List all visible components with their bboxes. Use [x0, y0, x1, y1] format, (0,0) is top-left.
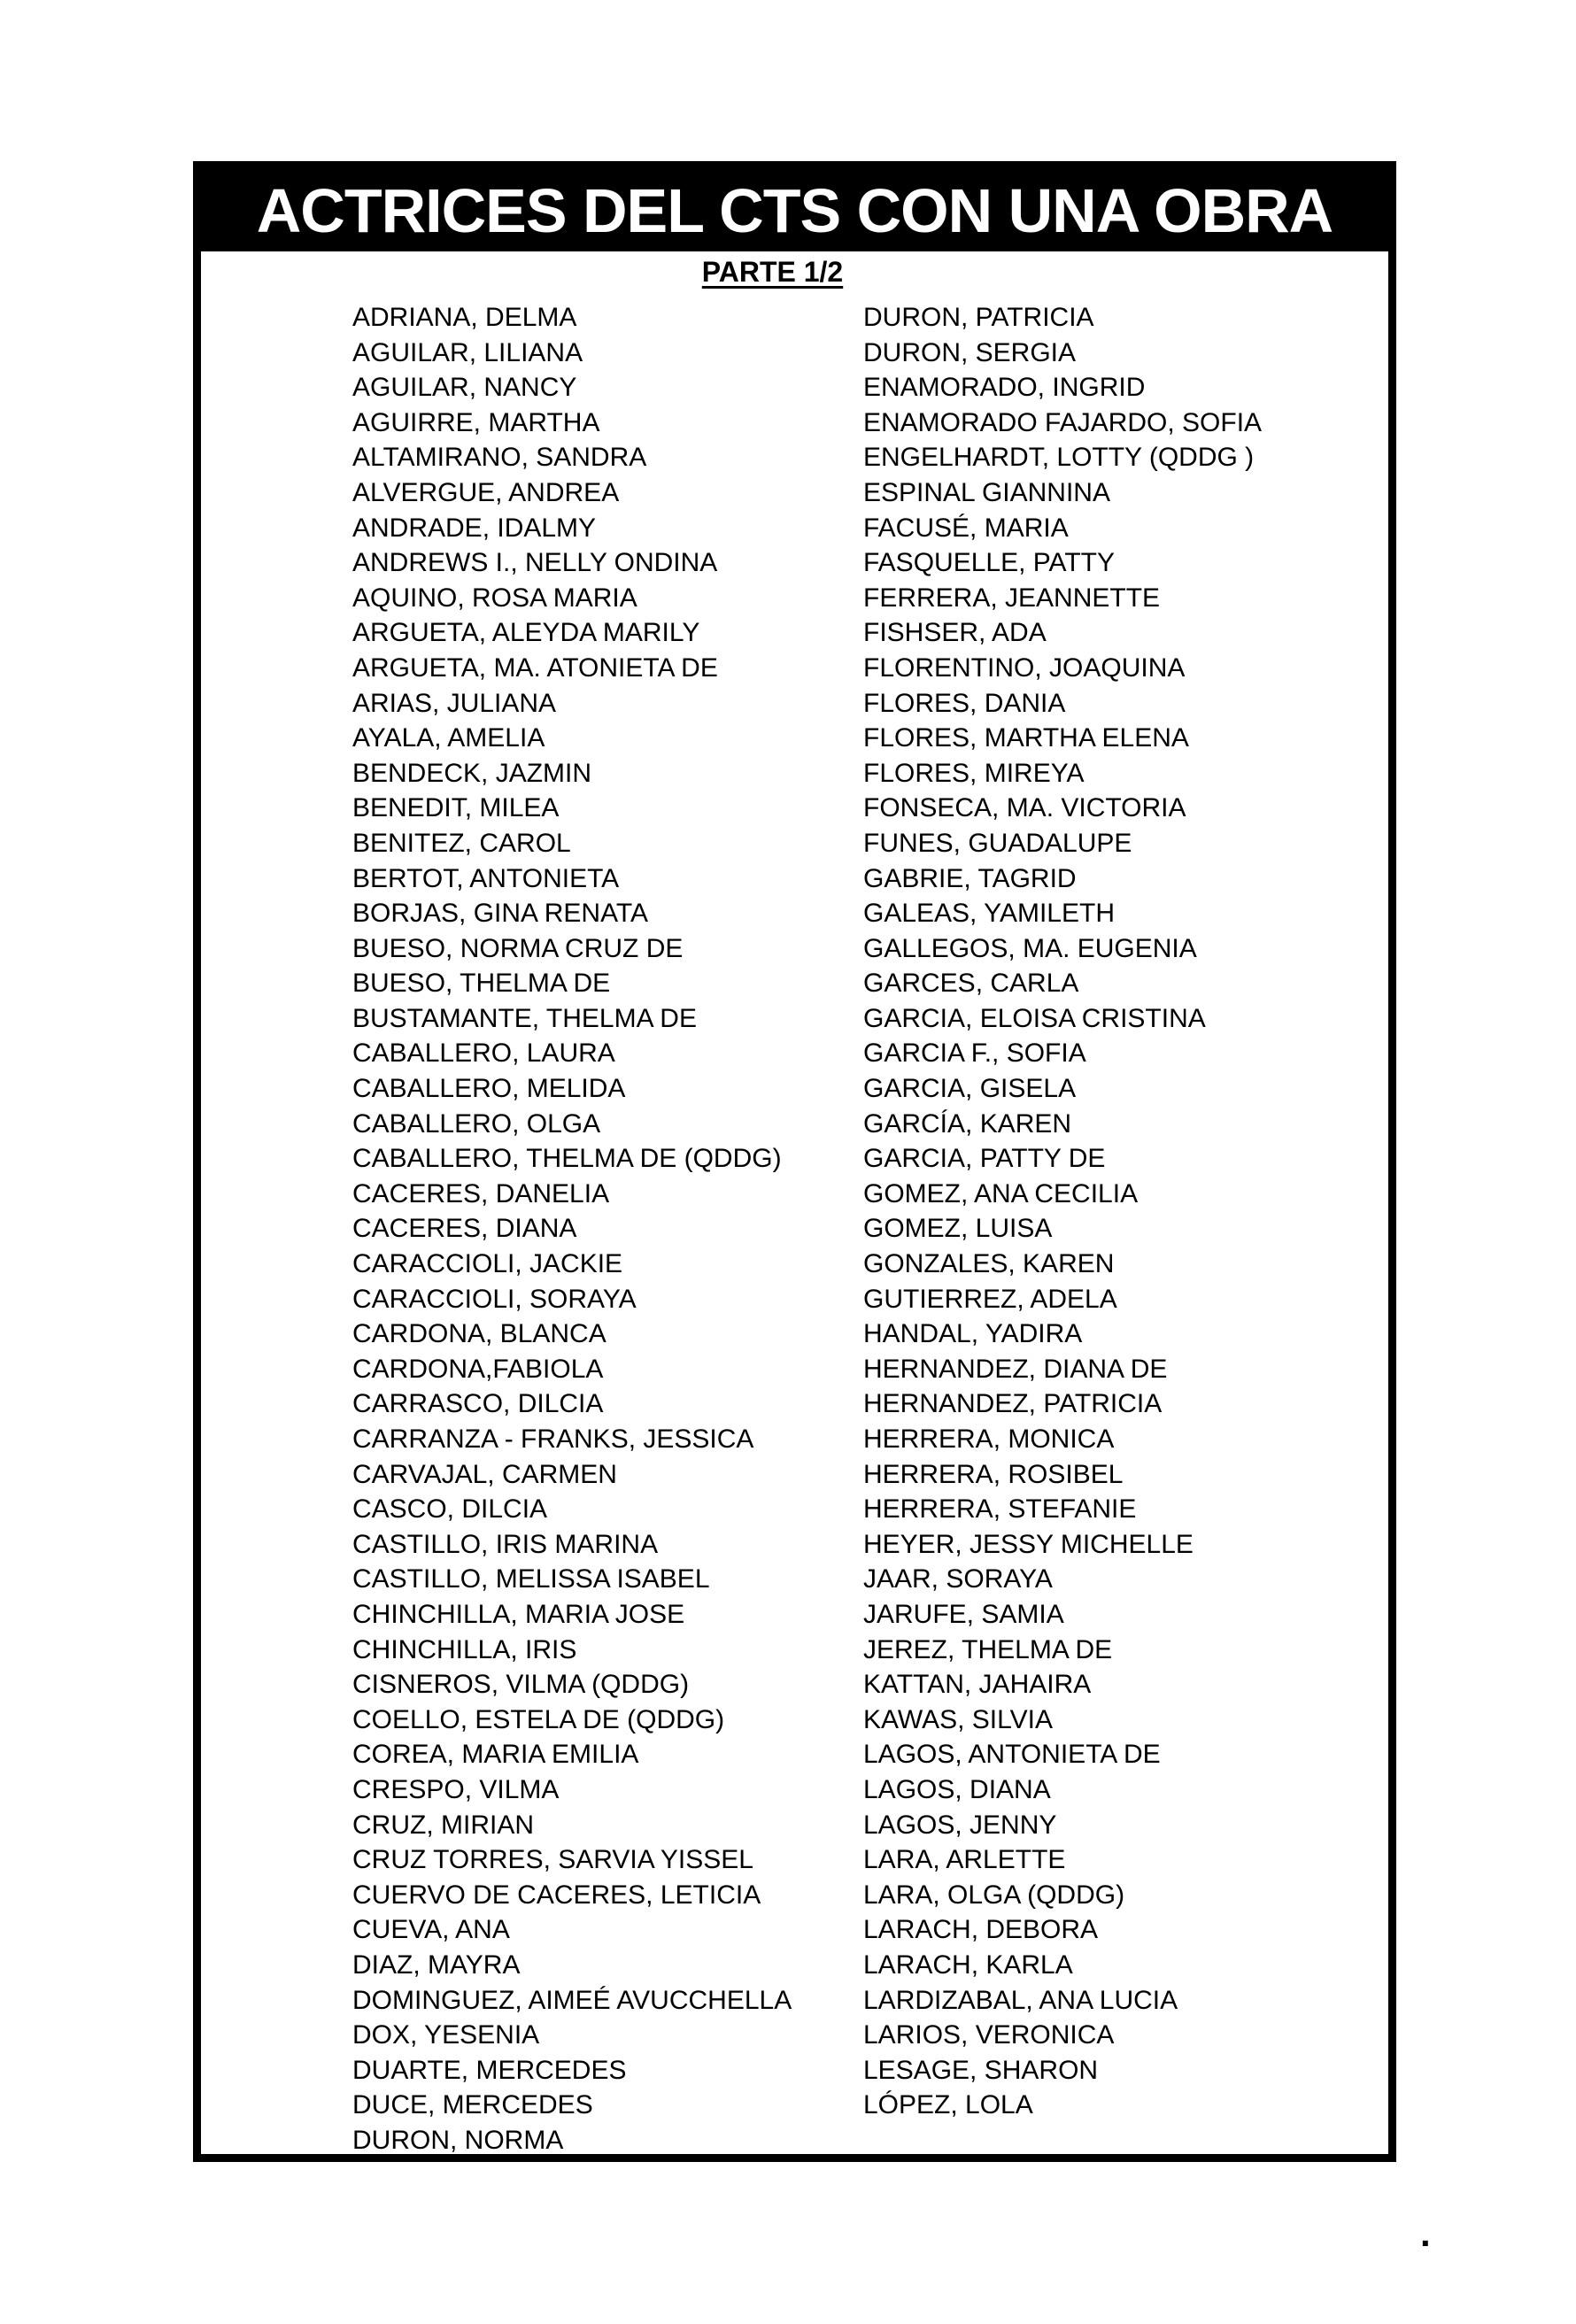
list-item: CARDONA,FABIOLA [352, 1354, 604, 1384]
list-item: BUESO, THELMA DE [352, 969, 611, 999]
list-item: CARRASCO, DILCIA [352, 1389, 604, 1419]
list-item: DURON, SERGIA [863, 337, 1077, 367]
list-item: BUSTAMANTE, THELMA DE [352, 1003, 697, 1033]
list-item: ARIAS, JULIANA [352, 688, 557, 718]
list-item: ENAMORADO, INGRID [863, 373, 1146, 403]
list-item: FLORENTINO, JOAQUINA [863, 652, 1186, 683]
list-item: HERNANDEZ, DIANA DE [863, 1354, 1168, 1384]
list-item: GONZALES, KAREN [863, 1249, 1115, 1279]
list-item: AQUINO, ROSA MARIA [352, 583, 637, 613]
list-item: CISNEROS, VILMA (QDDG) [352, 1670, 690, 1700]
list-item: LARIOS, VERONICA [863, 2020, 1115, 2050]
list-item: DUARTE, MERCEDES [352, 2055, 627, 2085]
list-item: CABALLERO, MELIDA [352, 1074, 626, 1104]
list-item: BORJAS, GINA RENATA [352, 899, 648, 929]
list-item: ARGUETA, ALEYDA MARILY [352, 618, 700, 648]
list-item: AGUILAR, LILIANA [352, 337, 583, 367]
list-item: LARACH, DEBORA [863, 1915, 1099, 1945]
list-item: GARCIA F., SOFIA [863, 1038, 1086, 1069]
list-item: GARCES, CARLA [863, 969, 1079, 999]
list-item: ESPINAL GIANNINA [863, 477, 1110, 507]
list-item: GUTIERREZ, ADELA [863, 1284, 1117, 1314]
title-banner [201, 169, 1388, 251]
list-item: HEYER, JESSY MICHELLE [863, 1529, 1194, 1559]
list-item: AYALA, AMELIA [352, 723, 545, 753]
list-item: CABALLERO, LAURA [352, 1038, 615, 1069]
list-item: GALLEGOS, MA. EUGENIA [863, 933, 1197, 963]
list-item: GARCIA, GISELA [863, 1074, 1077, 1104]
list-item: COREA, MARIA EMILIA [352, 1740, 639, 1770]
list-item: KAWAS, SILVIA [863, 1704, 1053, 1734]
list-item: BUESO, NORMA CRUZ DE [352, 933, 684, 963]
list-item: CARVAJAL, CARMEN [352, 1459, 617, 1489]
list-item: ENGELHARDT, LOTTY (QDDG ) [863, 443, 1255, 473]
list-item: FISHSER, ADA [863, 618, 1047, 648]
list-item: FLORES, DANIA [863, 688, 1066, 718]
list-item: DOMINGUEZ, AIMEÉ AVUCCHELLA [352, 1985, 792, 2015]
list-item: GARCÍA, KAREN [863, 1108, 1072, 1139]
list-item: CRESPO, VILMA [352, 1774, 560, 1804]
list-item: GARCIA, ELOISA CRISTINA [863, 1003, 1206, 1033]
list-box [193, 161, 1396, 2162]
list-item: AGUILAR, NANCY [352, 373, 577, 403]
list-item: JAAR, SORAYA [863, 1564, 1053, 1594]
list-item: LESAGE, SHARON [863, 2055, 1099, 2085]
page-title: ACTRICES DEL CTS CON UNA OBRA [256, 175, 1333, 245]
subtitle-row [179, 256, 1366, 289]
list-item: CACERES, DANELIA [352, 1178, 610, 1208]
list-item: CABALLERO, THELMA DE (QDDG) [352, 1144, 782, 1174]
list-item: HERRERA, ROSIBEL [863, 1459, 1124, 1489]
list-item: BENDECK, JAZMIN [352, 758, 592, 788]
list-item: BENITEZ, CAROL [352, 828, 571, 858]
list-item: DURON, PATRICIA [863, 303, 1094, 332]
list-item: JEREZ, THELMA DE [863, 1634, 1113, 1664]
list-item: LARA, ARLETTE [863, 1845, 1066, 1875]
subtitle: PARTE 1/2 [701, 256, 844, 288]
list-item: GOMEZ, ANA CECILIA [863, 1178, 1139, 1208]
list-item: CABALLERO, OLGA [352, 1108, 601, 1139]
list-item: KATTAN, JAHAIRA [863, 1670, 1092, 1700]
list-item: FONSECA, MA. VICTORIA [863, 793, 1186, 823]
stray-period-mark: . [1420, 2212, 1431, 2254]
list-item: ALVERGUE, ANDREA [352, 477, 620, 507]
list-item: BERTOT, ANTONIETA [352, 863, 620, 893]
list-item: CARDONA, BLANCA [352, 1319, 606, 1349]
list-item: BENEDIT, MILEA [352, 793, 560, 823]
list-item: DOX, YESENIA [352, 2020, 540, 2050]
list-item: CUERVO DE CACERES, LETICIA [352, 1880, 761, 1910]
list-item: GARCIA, PATTY DE [863, 1144, 1106, 1174]
list-item: LARDIZABAL, ANA LUCIA [863, 1985, 1178, 2015]
list-item: GALEAS, YAMILETH [863, 899, 1115, 929]
list-item: DIAZ, MAYRA [352, 1950, 521, 1980]
list-item: ARGUETA, MA. ATONIETA DE [352, 652, 718, 683]
list-item: AGUIRRE, MARTHA [352, 407, 600, 437]
list-item: CASCO, DILCIA [352, 1494, 548, 1525]
list-item: ENAMORADO FAJARDO, SOFIA [863, 407, 1263, 437]
list-item: FERRERA, JEANNETTE [863, 583, 1161, 613]
list-item: FASQUELLE, PATTY [863, 548, 1115, 578]
list-item: GABRIE, TAGRID [863, 863, 1077, 893]
list-item: HERNANDEZ, PATRICIA [863, 1389, 1163, 1419]
list-item: LAGOS, DIANA [863, 1774, 1051, 1804]
list-item: JARUFE, SAMIA [863, 1599, 1064, 1629]
list-item: CHINCHILLA, IRIS [352, 1634, 577, 1664]
list-item: LÓPEZ, LOLA [863, 2090, 1033, 2120]
list-item: CASTILLO, IRIS MARINA [352, 1529, 659, 1559]
list-item: FLORES, MIREYA [863, 758, 1085, 788]
list-item: CARACCIOLI, JACKIE [352, 1249, 623, 1279]
list-item: ANDRADE, IDALMY [352, 513, 597, 543]
list-item: CARACCIOLI, SORAYA [352, 1284, 637, 1314]
list-item: CUEVA, ANA [352, 1915, 510, 1945]
list-item: ANDREWS I., NELLY ONDINA [352, 548, 718, 578]
list-item: LARACH, KARLA [863, 1950, 1073, 1980]
list-item: LAGOS, JENNY [863, 1810, 1057, 1840]
list-item: CASTILLO, MELISSA ISABEL [352, 1564, 710, 1594]
name-column-right [863, 300, 1262, 2123]
list-item: CRUZ, MIRIAN [352, 1810, 534, 1840]
list-item: FACUSÉ, MARIA [863, 513, 1069, 543]
list-item: CARRANZA - FRANKS, JESSICA [352, 1425, 754, 1454]
name-column-left [352, 300, 792, 2158]
list-item: LARA, OLGA (QDDG) [863, 1880, 1125, 1910]
list-item: HANDAL, YADIRA [863, 1319, 1083, 1349]
list-item: CRUZ TORRES, SARVIA YISSEL [352, 1845, 753, 1875]
list-item: LAGOS, ANTONIETA DE [863, 1740, 1161, 1770]
list-item: ALTAMIRANO, SANDRA [352, 443, 647, 473]
list-item: DUCE, MERCEDES [352, 2090, 593, 2120]
list-item: CHINCHILLA, MARIA JOSE [352, 1599, 685, 1629]
list-item: HERRERA, MONICA [863, 1425, 1115, 1454]
list-item: DURON, NORMA [352, 2125, 564, 2155]
list-item: GOMEZ, LUISA [863, 1214, 1053, 1244]
list-item: CACERES, DIANA [352, 1214, 577, 1244]
list-item: ADRIANA, DELMA [352, 303, 577, 332]
list-item: FLORES, MARTHA ELENA [863, 723, 1189, 753]
list-item: HERRERA, STEFANIE [863, 1494, 1137, 1525]
list-item: FUNES, GUADALUPE [863, 828, 1132, 858]
list-item: COELLO, ESTELA DE (QDDG) [352, 1704, 725, 1734]
